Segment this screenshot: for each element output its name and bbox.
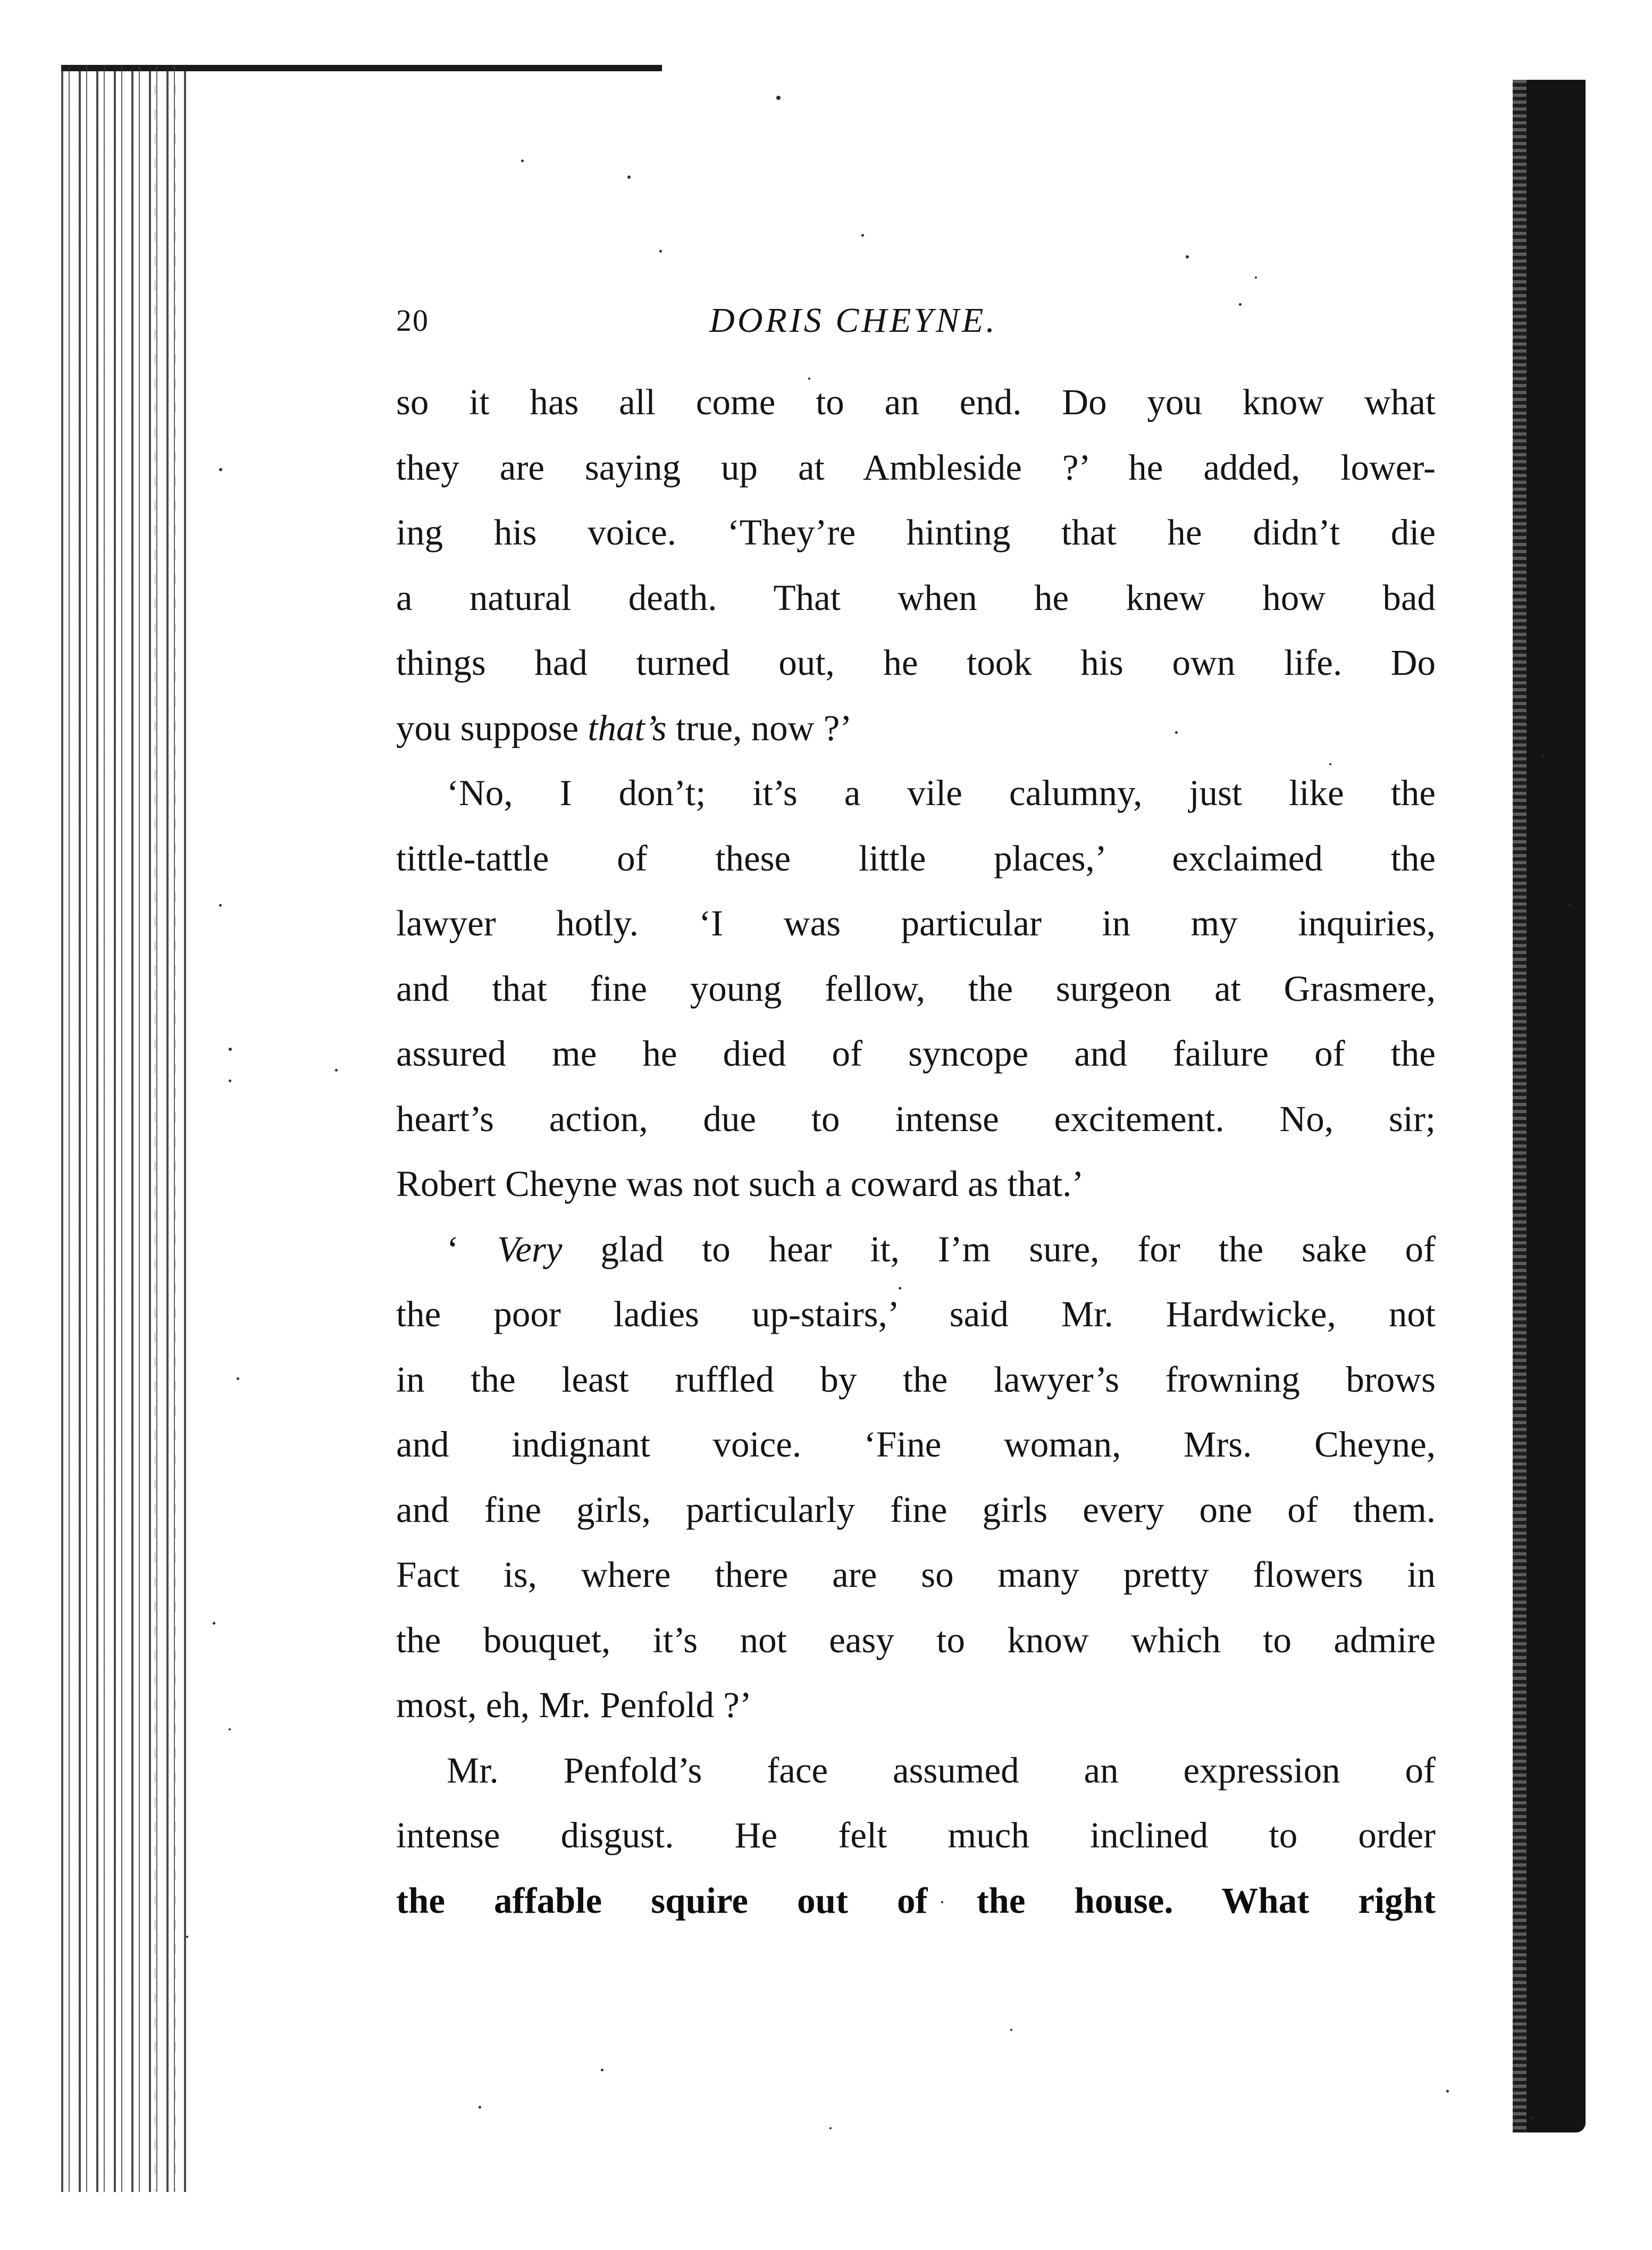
scan-speck <box>229 1080 231 1082</box>
scan-speck <box>186 1936 188 1938</box>
text-segment: the bouquet, it’s not easy to know which to admire <box>396 1619 1436 1660</box>
scan-speck <box>229 1728 231 1730</box>
text-line <box>396 1021 1436 1086</box>
text-segment: most, eh, Mr. Penfold ?’ <box>396 1685 752 1725</box>
text-segment: true, now ?’ <box>666 707 852 748</box>
text-segment: in the least ruffled by the lawyer’s frowning brows <box>396 1359 1436 1400</box>
text-segment: things had turned out, he took his own life. Do <box>396 642 1436 683</box>
text-line <box>396 1608 1436 1673</box>
scan-speck <box>1531 2117 1534 2119</box>
text-segment: Robert Cheyne was not such a coward as that.’ <box>396 1164 1084 1204</box>
text-line <box>396 1086 1436 1152</box>
text-line <box>396 760 1436 826</box>
text-line <box>396 1738 1436 1803</box>
text-line <box>396 1803 1436 1868</box>
scan-speck <box>335 1069 338 1072</box>
text-segment: glad to hear it, I’m sure, for the sake of <box>562 1228 1436 1269</box>
text-segment: so it has all come to an end. Do you know what <box>396 382 1436 422</box>
text-segment: intense disgust. He felt much inclined to order <box>396 1815 1436 1855</box>
text-line <box>396 696 1436 761</box>
scan-speck <box>213 1622 215 1625</box>
scan-speck <box>1186 255 1189 258</box>
text-segment: ‘No, I don’t; it’s a vile calumny, just like the <box>447 773 1436 813</box>
text-line <box>396 1151 1436 1217</box>
text-segment: the poor ladies up-stairs,’ said Mr. Hardwicke, not <box>396 1294 1436 1334</box>
scan-speck <box>479 2106 481 2109</box>
text-line <box>396 1477 1436 1543</box>
text-segment: tittle-tattle of these little places,’ exclaimed the <box>396 838 1436 879</box>
scan-speck <box>659 250 662 253</box>
italic-text: Very <box>497 1228 563 1269</box>
text-segment: heart’s action, due to intense excitement. No, sir; <box>396 1098 1436 1139</box>
scan-speck <box>861 234 864 237</box>
scan-speck <box>219 468 222 471</box>
text-segment: a natural death. That when he knew how bad <box>396 577 1436 618</box>
scan-binding-texture <box>154 85 223 2191</box>
scan-speck <box>219 904 222 907</box>
text-segment: lawyer hotly. ‘I was particular in my inquiries, <box>396 903 1436 943</box>
text-line <box>396 1282 1436 1347</box>
text-segment: and indignant voice. ‘Fine woman, Mrs. Cheyne, <box>396 1424 1436 1465</box>
body-text <box>396 370 1436 1933</box>
text-segment: assured me he died of syncope and failure of the <box>396 1033 1436 1074</box>
page-header <box>396 297 1247 355</box>
text-line <box>396 630 1436 696</box>
running-head: DORIS CHEYNE. <box>709 301 997 340</box>
text-line <box>396 891 1436 956</box>
text-line <box>396 370 1436 435</box>
scan-speck <box>776 96 781 100</box>
scan-speck <box>1255 277 1257 279</box>
text-segment: Fact is, where there are so many pretty flowers in <box>396 1554 1436 1595</box>
scan-speck <box>237 1377 239 1380</box>
text-line <box>396 956 1436 1022</box>
scan-speck <box>627 175 631 179</box>
text-line <box>396 435 1436 500</box>
text-line <box>396 1217 1436 1282</box>
scan-speck <box>1010 2029 1012 2031</box>
italic-text: that’s <box>588 707 667 748</box>
text-line <box>396 1412 1436 1477</box>
text-line <box>396 1868 1436 1934</box>
scan-speck <box>1542 755 1544 757</box>
text-line <box>396 1542 1436 1608</box>
text-line <box>396 500 1436 565</box>
scan-speck <box>521 160 524 162</box>
scan-right-edge-shadow <box>1513 80 1586 2132</box>
text-segment: and fine girls, particularly fine girls every one of them. <box>396 1489 1436 1530</box>
scan-speck <box>229 1048 232 1051</box>
scan-speck <box>1569 904 1571 907</box>
text-segment: you suppose <box>396 707 588 748</box>
text-segment: they are saying up at Ambleside ?’ he added, lower- <box>396 447 1436 488</box>
text-line <box>396 1672 1436 1738</box>
text-segment: ing his voice. ‘They’re hinting that he didn’t die <box>396 512 1436 553</box>
scan-speck <box>829 2127 832 2129</box>
text-segment: ‘ <box>447 1228 497 1269</box>
text-segment: Mr. Penfold’s face assumed an expression of <box>447 1750 1436 1791</box>
page-number: 20 <box>396 303 429 338</box>
text-line <box>396 565 1436 631</box>
text-line <box>396 826 1436 891</box>
scan-speck <box>601 2069 603 2071</box>
text-line <box>396 1347 1436 1412</box>
text-segment: and that fine young fellow, the surgeon at Grasmere, <box>396 968 1436 1009</box>
scan-speck <box>1446 2090 1449 2093</box>
text-segment: the affable squire out of the house. What right <box>396 1880 1436 1921</box>
